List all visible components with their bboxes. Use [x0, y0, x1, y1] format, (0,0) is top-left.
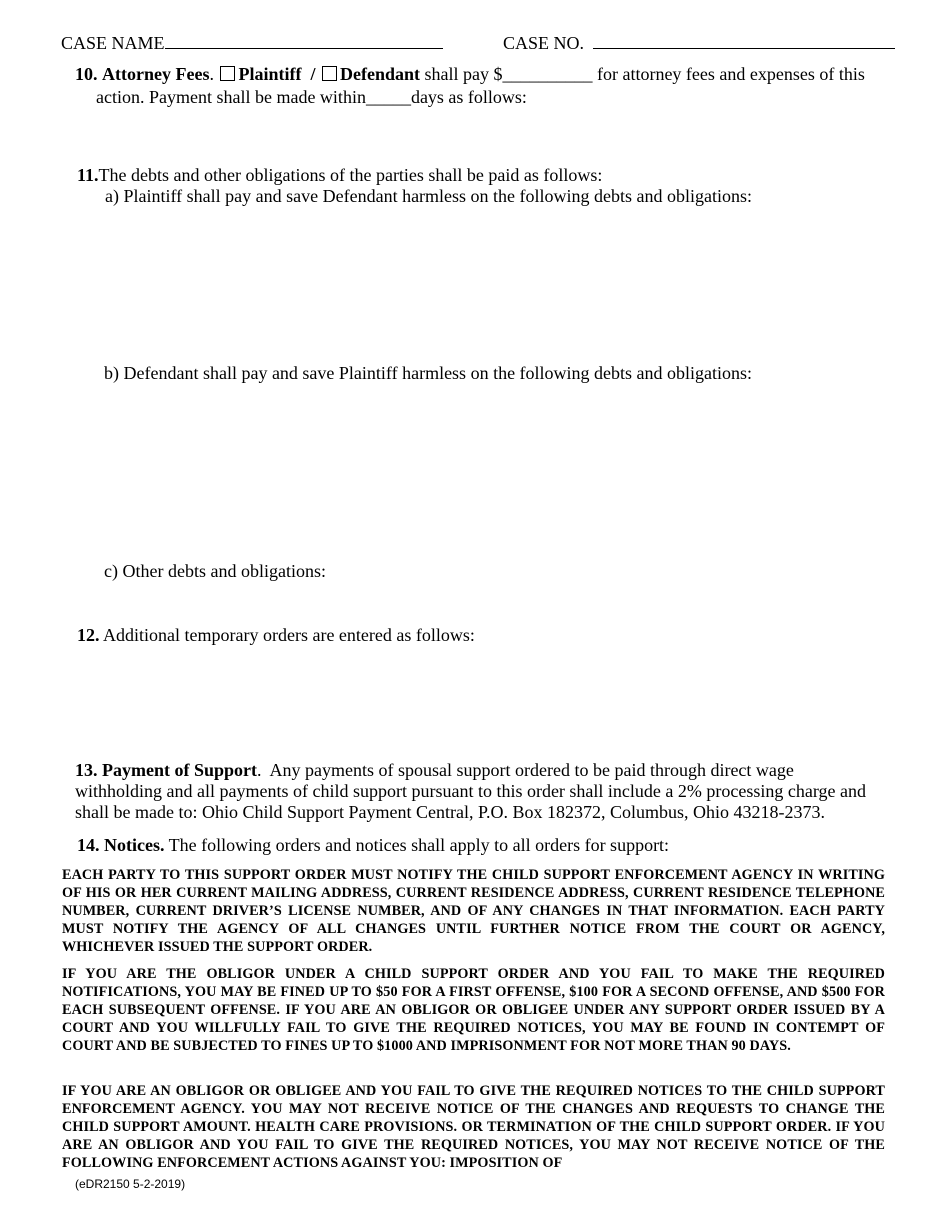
section-12-number: 12. [77, 625, 100, 645]
section-13-line2: withholding and all payments of child support pursuant to this order shall include a 2% processing charge and [75, 781, 866, 801]
case-no-line[interactable] [593, 33, 895, 49]
section-10-number: 10. [75, 64, 98, 84]
section-11-b: b) Defendant shall pay and save Plaintiff harmless on the following debts and obligations: [104, 363, 753, 383]
section-13-line1: 13. Payment of Support. Any payments of spousal support ordered to be paid through direct wage [75, 760, 794, 780]
section-13-title: 13. Payment of Support [75, 760, 258, 780]
form-id: (eDR2150 5-2-2019) [75, 1177, 186, 1191]
defendant-label: Defendant [339, 64, 420, 84]
section-11-intro-line [77, 165, 602, 186]
case-no-field [503, 33, 895, 54]
section-10-line2: action. Payment shall be made within_____days as follows: [96, 87, 527, 107]
section-14-title: 14. Notices. [77, 835, 165, 855]
case-name-line[interactable] [165, 33, 443, 49]
section-11-intro: The debts and other obligations of the parties shall be paid as follows: [98, 165, 603, 185]
section-14-intro: The following orders and notices shall apply to all orders for support: [168, 835, 670, 855]
case-name-field [61, 33, 443, 54]
section-11-a: a) Plaintiff shall pay and save Defendant harmless on the following debts and obligations: [105, 186, 753, 206]
notice-paragraph-3: IF YOU ARE AN OBLIGOR OR OBLIGEE AND YOU FAIL TO GIVE THE REQUIRED NOTICES TO THE CHILD SUPPORT ENFORCEMENT AGENCY. YOU MAY NOT RECEIVE NOTICE OF THE CHANGES AND REQUESTS TO CHANGE THE CHILD SUPPORT AMOUNT. HEALTH CARE PROVISIONS. OR TERMINATION OF THE CHILD SUPPORT ORDER. IF YOU ARE AN OBLIGOR AND YOU FAIL TO GIVE THE REQUIRED NOTICES, YOU MAY NOT RECEIVE NOTICE OF THE FOLLOWING ENFORCEMENT ACTIONS AGAINST YOU: IMPOSITION OF [62, 1083, 885, 1171]
section-11-number: 11. [77, 165, 99, 185]
section-13-line3: shall be made to: Ohio Child Support Payment Central, P.O. Box 182372, Columbus, Ohio 43218-2373. [75, 802, 825, 822]
notice-paragraph-1: EACH PARTY TO THIS SUPPORT ORDER MUST NOTIFY THE CHILD SUPPORT ENFORCEMENT AGENCY IN WRITING OF HIS OR HER CURRENT MAILING ADDRESS, CURRENT RESIDENCE ADDRESS, CURRENT RESIDENCE TELEPHONE NUMBER, CURRENT DRIVER’S LICENSE NUMBER, AND OF ANY CHANGES IN THAT INFORMATION. EACH PARTY MUST NOTIFY THE AGENCY OF ALL CHANGES UNTIL FURTHER NOTICE FROM THE COURT OR AGENCY, WHICHEVER ISSUED THE SUPPORT ORDER. [62, 867, 885, 955]
slash: / [310, 64, 316, 84]
case-name-label: CASE NAME [61, 33, 165, 53]
section-11-c: c) Other debts and obligations: [104, 561, 326, 581]
case-no-label: CASE NO. [503, 33, 585, 53]
section-10-pay-text: shall pay $__________ for attorney fees and expenses of this [424, 64, 865, 84]
section-12 [77, 625, 475, 646]
section-12-text: Additional temporary orders are entered as follows: [103, 625, 475, 645]
plaintiff-checkbox[interactable] [220, 66, 235, 81]
notice-paragraph-2: IF YOU ARE THE OBLIGOR UNDER A CHILD SUPPORT ORDER AND YOU FAIL TO MAKE THE REQUIRED NOTIFICATIONS, YOU MAY BE FINED UP TO $50 FOR A FIRST OFFENSE, $100 FOR A SECOND OFFENSE, AND $500 FOR EACH SUBSEQUENT OFFENSE. IF YOU ARE AN OBLIGOR OR OBLIGEE UNDER ANY SUPPORT ORDER ISSUED BY A COURT AND YOU WILLFULLY FAIL TO GIVE THE REQUIRED NOTICES, YOU MAY BE FOUND IN CONTEMPT OF COURT AND BE SUBJECTED TO FINES UP TO $1000 AND IMPRISONMENT FOR NOT MORE THAN 90 DAYS. [62, 966, 885, 1054]
section-10-title: Attorney Fees [102, 64, 210, 84]
plaintiff-label: Plaintiff [238, 64, 302, 84]
section-14-intro-line [77, 835, 669, 856]
section-10-line1: 10. Attorney Fees. Plaintiff / Defendant shall pay $__________ for attorney fees and expenses of this [75, 64, 865, 84]
defendant-checkbox[interactable] [322, 66, 337, 81]
